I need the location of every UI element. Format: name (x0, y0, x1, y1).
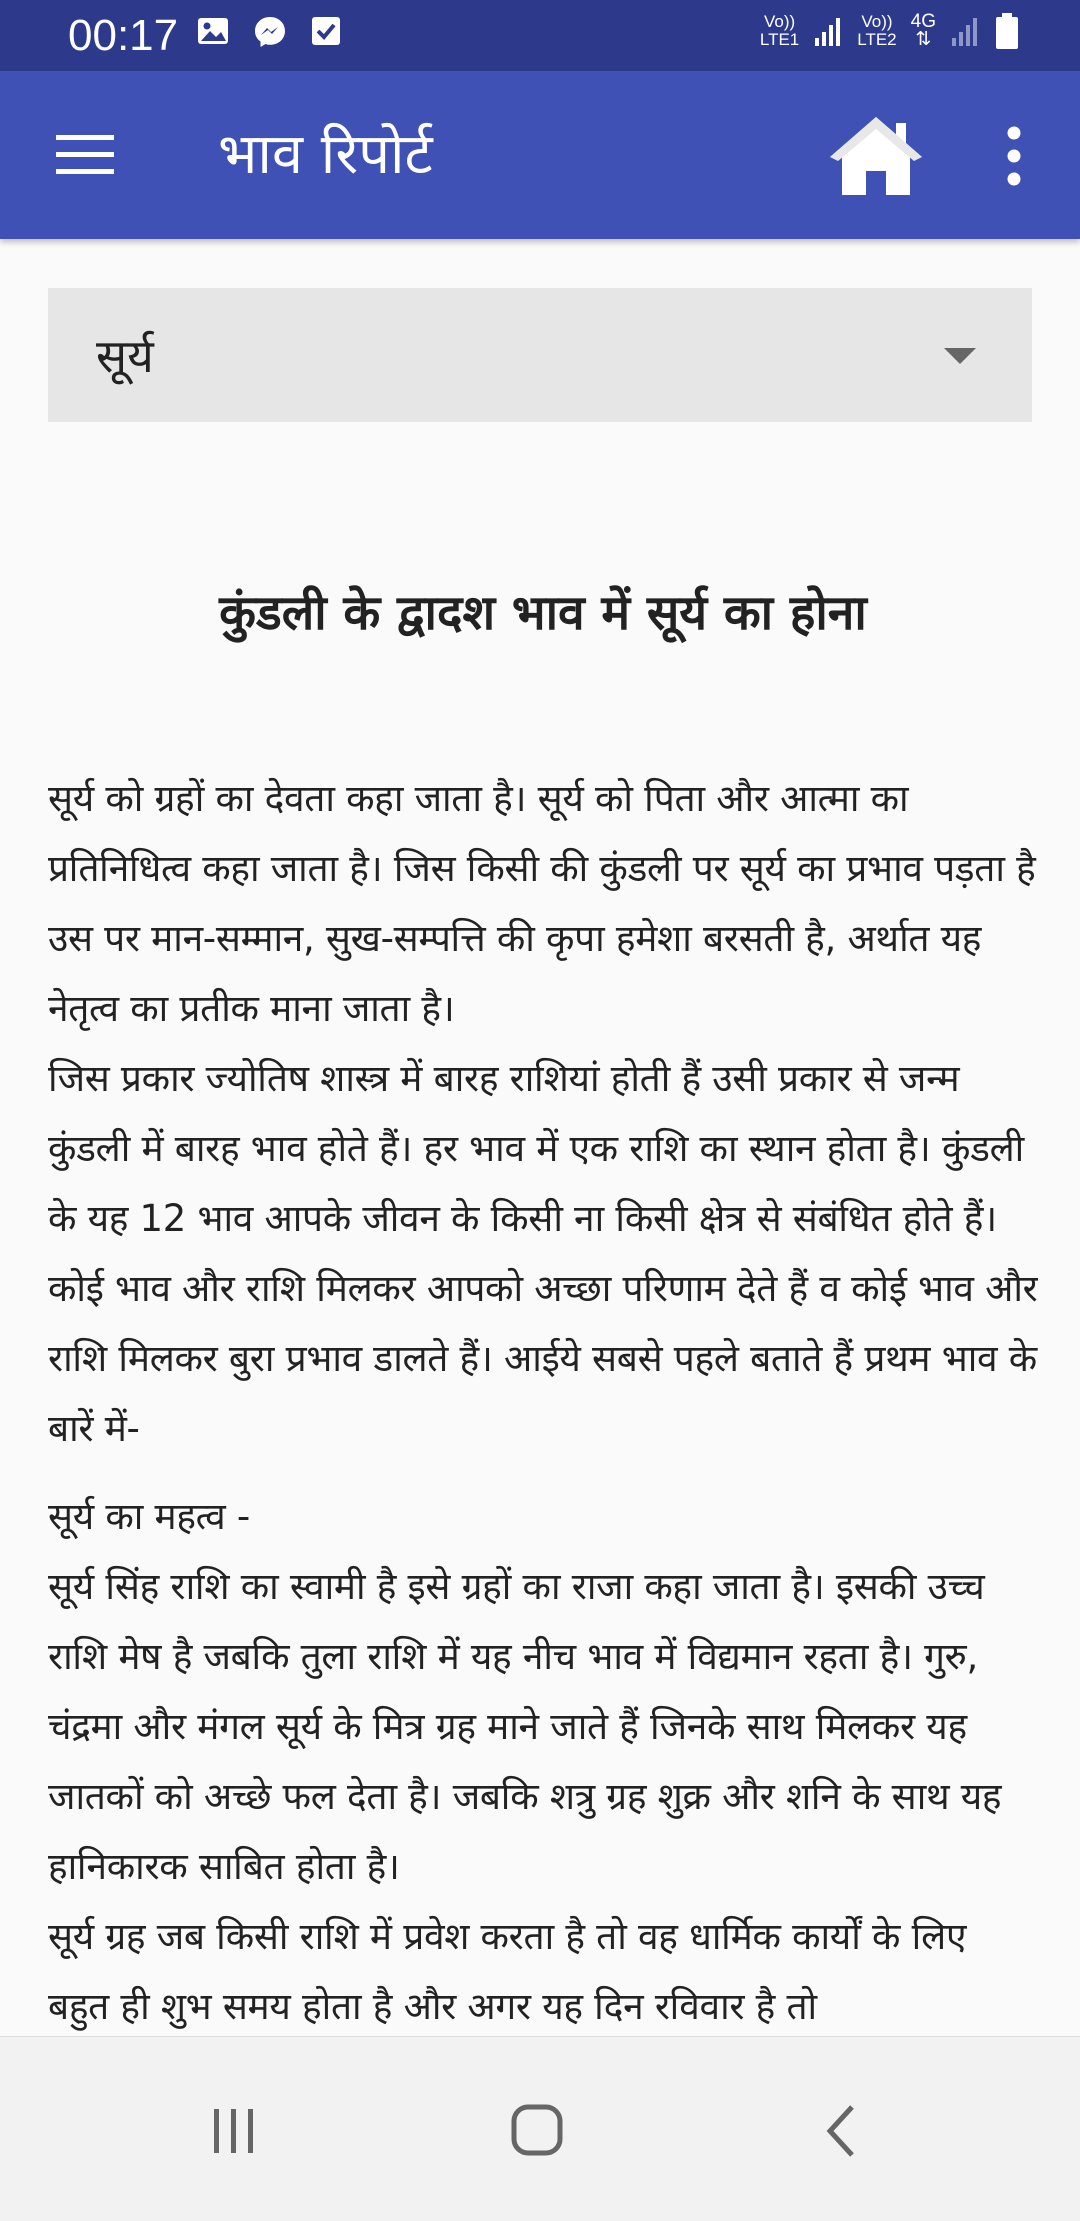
network-type-label: 4G ⇅ (910, 11, 936, 50)
status-bar (0, 0, 1080, 71)
article-paragraph: सूर्य ग्रह जब किसी राशि में प्रवेश करता है तो वह धार्मिक कार्यों के लिए बहुत ही शुभ समय होता है और अगर यह दिन रविवार है तो (48, 1915, 967, 2028)
check-box-icon (310, 14, 342, 48)
nav-home-icon (510, 2103, 564, 2157)
status-time: 00:17 (68, 11, 179, 60)
more-options-button[interactable] (996, 121, 1032, 191)
notification-icons (196, 14, 342, 50)
home-button[interactable] (826, 111, 926, 201)
back-button[interactable] (820, 2101, 860, 2161)
recent-apps-icon (210, 2105, 258, 2155)
app-title: भाव रिपोर्ट (218, 122, 433, 187)
sim2-label: Vo)) LTE2 (857, 12, 897, 49)
nav-home-button[interactable] (510, 2103, 564, 2157)
system-status-icons (760, 12, 1020, 50)
dropdown-arrow-icon (944, 348, 976, 364)
back-chevron-icon (820, 2101, 860, 2161)
gallery-icon (196, 14, 230, 48)
battery-icon (994, 12, 1020, 50)
signal-strength-icon (813, 14, 843, 48)
menu-button[interactable] (50, 129, 120, 181)
signal-strength-icon-2 (950, 14, 980, 48)
article-content[interactable] (48, 560, 1038, 2035)
planet-dropdown[interactable] (48, 288, 1032, 422)
hamburger-menu-icon (50, 129, 120, 181)
article-subheading: सूर्य का महत्व - (48, 1495, 250, 1538)
article-paragraph: सूर्य को ग्रहों का देवता कहा जाता है। सूर्य को पिता और आत्मा का प्रतिनिधित्व कहा जाता है। जिस किसी की कुंडली पर सूर्य का प्रभाव पड़ता है उस पर मान-सम्मान, सुख-सम्पत्ति की कृपा हमेशा बरसती है, अर्थात यह नेतृत्व का प्रतीक माना जाता है। (48, 777, 1036, 1030)
home-icon (826, 111, 926, 201)
messenger-icon (252, 14, 288, 50)
sim1-label: Vo)) LTE1 (759, 12, 800, 49)
article-heading: कुंडली के द्वादश भाव में सूर्य का होना (219, 585, 867, 641)
data-arrows-icon: ⇅ (915, 29, 932, 50)
recent-apps-button[interactable] (210, 2105, 258, 2155)
planet-dropdown-value: सूर्य (96, 329, 154, 383)
app-bar (0, 71, 1080, 239)
article-paragraph: जिस प्रकार ज्योतिष शास्त्र में बारह राशियां होती हैं उसी प्रकार से जन्म कुंडली में बारह भाव होते हैं। हर भाव में एक राशि का स्थान होता है। कुंडली के यह 12 भाव आपके जीवन के किसी ना किसी क्षेत्र से संबंधित होते हैं। कोई भाव और राशि मिलकर आपको अच्छा परिणाम देते हैं व कोई भाव और राशि मिलकर बुरा प्रभाव डालते हैं। आईये सबसे पहले बताते हैं प्रथम भाव के बारें में- (48, 1057, 1038, 1450)
article-paragraph: सूर्य सिंह राशि का स्वामी है इसे ग्रहों का राजा कहा जाता है। इसकी उच्च राशि मेष है जबकि तुला राशि में यह नीच भाव में विद्यमान रहता है। गुरु, चंद्रमा और मंगल सूर्य के मित्र ग्रह माने जाते हैं जिनके साथ मिलकर यह जातकों को अच्छे फल देता है। जबकि शत्रु ग्रह शुक्र और शनि के साथ यह हानिकारक साबित होता है। (48, 1565, 1002, 1888)
more-vert-icon (996, 121, 1032, 191)
system-nav-bar (0, 2036, 1080, 2221)
